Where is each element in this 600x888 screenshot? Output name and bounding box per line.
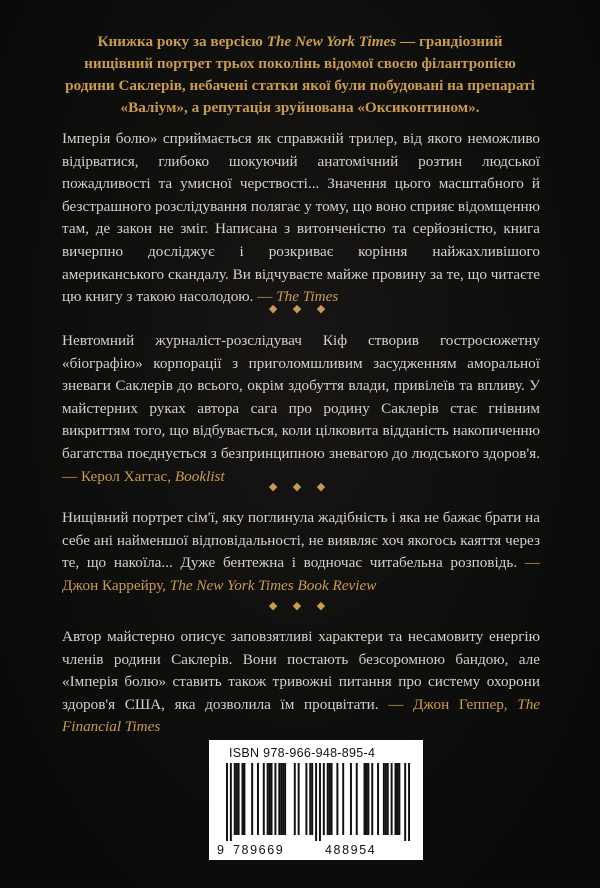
barcode-bar	[387, 763, 389, 835]
barcode-bar	[282, 763, 284, 835]
barcode-bar	[241, 763, 243, 835]
quote-publication: Booklist	[174, 467, 225, 485]
barcode-bar	[408, 763, 410, 841]
barcode-digit-first: 9	[217, 843, 224, 857]
barcode-bar	[329, 763, 331, 835]
barcode-bar	[371, 763, 373, 835]
quote-author: Джон Геппер,	[413, 695, 518, 713]
barcode-bar	[257, 763, 259, 835]
quote-author: Керол Хаггас,	[80, 467, 175, 485]
barcode-bar	[356, 763, 358, 835]
barcode-bar	[278, 763, 280, 835]
quote-publication: The Times	[276, 288, 339, 306]
barcode-bar	[383, 763, 385, 835]
review-quote-4	[62, 626, 540, 739]
barcode-bar	[236, 763, 238, 835]
quote-text: Автор майстерно описує заповзятливі характери та несамовиту енергію членів родини Саклерів. Вони постають безсоромною бандою, але «Імперія болю» ставить також тривожні питання про систему охорони здоров'я США, яка дозволила їм процвітати.	[62, 628, 540, 713]
isbn-label: ISBN 978-966-948-895-4	[229, 746, 376, 760]
review-quote-2	[62, 330, 540, 488]
barcode-bar	[342, 763, 344, 835]
barcode-bar	[315, 763, 317, 841]
barcode-bar	[364, 763, 366, 835]
barcode-bar	[391, 763, 393, 835]
barcode-bar	[311, 763, 313, 835]
quote-text: Імперія болю» сприймається як справжній трилер, від якого неможливо відірватися, глибоко шокуючий анатомічний розтин людської пожадливості та умисної черствості... Значення цього масштабного й безстрашного розслідування полягає у тому, що воно сприяє відомщенню там, де закон не зміг. Написана з витонченістю та серйозністю, книга вичерпно досліджує і розкриває коріння найжахливішого американського скандалу. Ви відчуваєте майже провину за те, що читаєте цю книгу з такою насолодою.	[62, 130, 540, 306]
barcode-bar	[294, 763, 296, 835]
barcode-bar	[395, 763, 397, 835]
quote-dash: —	[62, 467, 81, 485]
tagline-text-end: — грандіозний нищівний портрет трьох поколінь відомої своєю філантропією родини Саклерів, небачені статки якої були побудовані на препараті «Валіум», а репутація зруйнована «Оксиконтином».	[65, 33, 535, 116]
barcode-bar	[323, 763, 325, 835]
barcode-bar	[331, 763, 333, 835]
barcode-bar	[385, 763, 387, 835]
barcode-bar	[298, 763, 300, 835]
tagline-text-start: Книжка року за версією	[97, 33, 267, 50]
review-quote-3	[62, 507, 540, 597]
quote-author: Джон Каррейру,	[62, 576, 170, 594]
barcode-bar	[367, 763, 369, 835]
quote-text: Нищівний портрет сім'ї, яку поглинула жадібність і яка не бажає брати на себе ані найменшої відповідальності, не виявляє хоч якогось каяття через те, що накоїла... Дуже бентежна і водночас читабельна розповідь.	[62, 509, 540, 572]
barcode-bar	[274, 763, 276, 835]
barcode-bar	[350, 763, 352, 835]
isbn-barcode	[209, 740, 423, 860]
barcode-bar	[319, 763, 321, 841]
barcode-bar	[305, 763, 307, 835]
barcode-bar	[234, 763, 236, 835]
barcode-bar	[377, 763, 379, 835]
ornament-divider-1: ◆ ◆ ◆	[268, 302, 332, 315]
quote-publication: The Financial Times	[62, 695, 541, 736]
barcode-bar	[396, 763, 398, 835]
quote-text: Невтомний журналіст-розслідувач Кіф створив гостросюжетну «біографію» корпорації з приголомшливим засудженням аморальної зневаги Саклерів до всього, окрім здобуття влади, привілеїв та впливу. У майстерних руках автора сага про родину Саклерів стає гнівним викриттям того, що відбувається, коли цілковита відданість накопиченню багатства поєднується з безпринципною зневагою до людського здоров'я.	[62, 332, 540, 462]
quote-dash: —	[378, 695, 414, 713]
ornament-divider-2: ◆ ◆ ◆	[268, 480, 332, 493]
barcode-bar	[327, 763, 329, 835]
barcode-bar	[398, 763, 400, 835]
quote-publication: The New York Times Book Review	[169, 576, 377, 594]
barcode-bar	[309, 763, 311, 835]
ornament-divider-3: ◆ ◆ ◆	[268, 599, 332, 612]
barcode-bar	[230, 763, 232, 841]
quote-dash: —	[517, 554, 541, 572]
barcode-bar	[269, 763, 271, 835]
barcode-bars	[226, 763, 410, 841]
tagline	[62, 31, 538, 119]
barcode-bar	[336, 763, 338, 835]
barcode-bar	[404, 763, 406, 841]
barcode-bar	[267, 763, 269, 835]
barcode-bar	[263, 763, 265, 835]
barcode-digits-right: 488954	[325, 843, 377, 857]
barcode-bar	[238, 763, 240, 835]
barcode-bar	[226, 763, 228, 841]
review-quote-1	[62, 128, 540, 309]
barcode-bar	[251, 763, 253, 835]
barcode-digits-left: 789669	[233, 843, 285, 857]
barcode-bar	[271, 763, 273, 835]
tagline-source: The New York Times	[266, 33, 397, 50]
quote-dash: —	[253, 288, 277, 306]
barcode-bar	[365, 763, 367, 835]
barcode-bar	[280, 763, 282, 835]
barcode-bar	[243, 763, 245, 835]
barcode-bar	[284, 763, 286, 835]
